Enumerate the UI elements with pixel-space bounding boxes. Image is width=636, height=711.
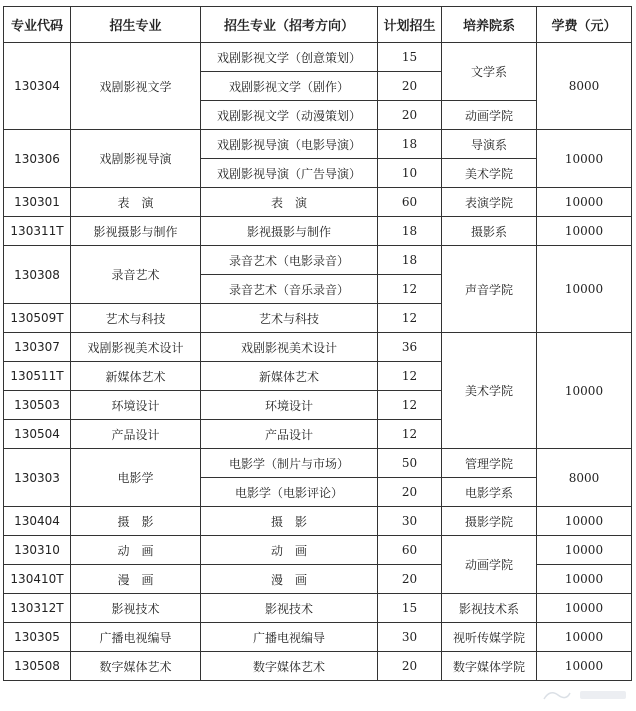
cell-college: 数字媒体学院 — [442, 652, 537, 681]
cell-college: 摄影学院 — [442, 507, 537, 536]
cell-fee: 10000 — [537, 188, 632, 217]
cell-quota: 15 — [378, 594, 442, 623]
cell-code: 130308 — [4, 246, 71, 304]
cell-code: 130509T — [4, 304, 71, 333]
cell-direction: 录音艺术（音乐录音） — [201, 275, 378, 304]
header-fee: 学费（元） — [537, 7, 632, 43]
cell-code: 130508 — [4, 652, 71, 681]
cell-major: 漫 画 — [71, 565, 201, 594]
cell-quota: 12 — [378, 420, 442, 449]
cell-college: 影视技术系 — [442, 594, 537, 623]
table-row — [4, 333, 632, 362]
cell-college: 摄影系 — [442, 217, 537, 246]
cell-code: 130304 — [4, 43, 71, 130]
cell-college: 声音学院 — [442, 246, 537, 333]
table-row — [4, 130, 632, 159]
header-major: 招生专业 — [71, 7, 201, 43]
cell-direction: 戏剧影视导演（广告导演） — [201, 159, 378, 188]
table-row — [4, 217, 632, 246]
cell-fee: 10000 — [537, 246, 632, 333]
cell-college: 导演系 — [442, 130, 537, 159]
header-quota: 计划招生 — [378, 7, 442, 43]
cell-direction: 影视摄影与制作 — [201, 217, 378, 246]
cell-college: 表演学院 — [442, 188, 537, 217]
header-direction: 招生专业（招考方向） — [201, 7, 378, 43]
cell-code: 130303 — [4, 449, 71, 507]
table-row — [4, 652, 632, 681]
cell-fee: 8000 — [537, 449, 632, 507]
cell-direction: 戏剧影视美术设计 — [201, 333, 378, 362]
cell-quota: 12 — [378, 391, 442, 420]
cell-quota: 20 — [378, 72, 442, 101]
cell-quota: 20 — [378, 478, 442, 507]
cell-fee: 10000 — [537, 217, 632, 246]
cell-quota: 60 — [378, 536, 442, 565]
cell-direction: 录音艺术（电影录音） — [201, 246, 378, 275]
cell-direction: 影视技术 — [201, 594, 378, 623]
cell-quota: 18 — [378, 246, 442, 275]
cell-code: 130301 — [4, 188, 71, 217]
cell-direction: 动 画 — [201, 536, 378, 565]
cell-major: 录音艺术 — [71, 246, 201, 304]
cell-quota: 12 — [378, 362, 442, 391]
cell-college: 动画学院 — [442, 101, 537, 130]
cell-code: 130311T — [4, 217, 71, 246]
cell-major: 新媒体艺术 — [71, 362, 201, 391]
cell-direction: 漫 画 — [201, 565, 378, 594]
cell-major: 动 画 — [71, 536, 201, 565]
cell-code: 130307 — [4, 333, 71, 362]
header-row — [4, 7, 632, 43]
cell-direction: 新媒体艺术 — [201, 362, 378, 391]
cell-fee: 10000 — [537, 130, 632, 188]
cell-code: 130312T — [4, 594, 71, 623]
cell-direction: 产品设计 — [201, 420, 378, 449]
cell-major: 戏剧影视文学 — [71, 43, 201, 130]
cell-direction: 戏剧影视文学（动漫策划） — [201, 101, 378, 130]
header-code: 专业代码 — [4, 7, 71, 43]
cell-major: 摄 影 — [71, 507, 201, 536]
cell-quota: 20 — [378, 101, 442, 130]
cell-college: 管理学院 — [442, 449, 537, 478]
cell-fee: 10000 — [537, 652, 632, 681]
cell-quota: 18 — [378, 217, 442, 246]
table-row — [4, 246, 632, 275]
cell-direction: 戏剧影视文学（剧作） — [201, 72, 378, 101]
cell-fee: 10000 — [537, 507, 632, 536]
cell-major: 戏剧影视美术设计 — [71, 333, 201, 362]
cell-college: 动画学院 — [442, 536, 537, 594]
cell-direction: 戏剧影视导演（电影导演） — [201, 130, 378, 159]
cell-fee: 10000 — [537, 594, 632, 623]
cell-major: 产品设计 — [71, 420, 201, 449]
cell-college: 美术学院 — [442, 333, 537, 449]
cell-code: 130306 — [4, 130, 71, 188]
cell-direction: 电影学（电影评论） — [201, 478, 378, 507]
cell-direction: 艺术与科技 — [201, 304, 378, 333]
cell-code: 130310 — [4, 536, 71, 565]
cell-major: 环境设计 — [71, 391, 201, 420]
cell-college: 文学系 — [442, 43, 537, 101]
table-row — [4, 536, 632, 565]
cell-quota: 30 — [378, 623, 442, 652]
cell-quota: 20 — [378, 565, 442, 594]
cell-major: 表 演 — [71, 188, 201, 217]
cell-college: 视听传媒学院 — [442, 623, 537, 652]
cell-fee: 10000 — [537, 623, 632, 652]
cell-quota: 18 — [378, 130, 442, 159]
cell-major: 艺术与科技 — [71, 304, 201, 333]
cell-code: 130404 — [4, 507, 71, 536]
table-row — [4, 43, 632, 72]
cell-major: 影视摄影与制作 — [71, 217, 201, 246]
cell-code: 130305 — [4, 623, 71, 652]
table-row — [4, 565, 632, 594]
table-row — [4, 623, 632, 652]
cell-code: 130503 — [4, 391, 71, 420]
cell-fee: 10000 — [537, 536, 632, 565]
cell-fee: 8000 — [537, 43, 632, 130]
cell-direction: 广播电视编导 — [201, 623, 378, 652]
cell-direction: 摄 影 — [201, 507, 378, 536]
table-row — [4, 188, 632, 217]
cell-major: 数字媒体艺术 — [71, 652, 201, 681]
cell-code: 130504 — [4, 420, 71, 449]
cell-quota: 30 — [378, 507, 442, 536]
cell-direction: 戏剧影视文学（创意策划） — [201, 43, 378, 72]
cell-quota: 10 — [378, 159, 442, 188]
cell-major: 戏剧影视导演 — [71, 130, 201, 188]
cell-quota: 60 — [378, 188, 442, 217]
cell-quota: 20 — [378, 652, 442, 681]
cell-college: 电影学系 — [442, 478, 537, 507]
watermark-icon — [540, 685, 630, 705]
cell-quota: 12 — [378, 275, 442, 304]
cell-college: 美术学院 — [442, 159, 537, 188]
cell-direction: 表 演 — [201, 188, 378, 217]
table-row — [4, 449, 632, 478]
cell-code: 130511T — [4, 362, 71, 391]
cell-quota: 50 — [378, 449, 442, 478]
cell-direction: 电影学（制片与市场） — [201, 449, 378, 478]
cell-direction: 数字媒体艺术 — [201, 652, 378, 681]
cell-code: 130410T — [4, 565, 71, 594]
cell-fee: 10000 — [537, 333, 632, 449]
cell-major: 影视技术 — [71, 594, 201, 623]
table-row — [4, 594, 632, 623]
cell-quota: 36 — [378, 333, 442, 362]
admissions-table — [3, 6, 632, 681]
cell-major: 广播电视编导 — [71, 623, 201, 652]
header-college: 培养院系 — [442, 7, 537, 43]
cell-quota: 15 — [378, 43, 442, 72]
table-row — [4, 507, 632, 536]
cell-quota: 12 — [378, 304, 442, 333]
cell-major: 电影学 — [71, 449, 201, 507]
cell-direction: 环境设计 — [201, 391, 378, 420]
cell-fee: 10000 — [537, 565, 632, 594]
